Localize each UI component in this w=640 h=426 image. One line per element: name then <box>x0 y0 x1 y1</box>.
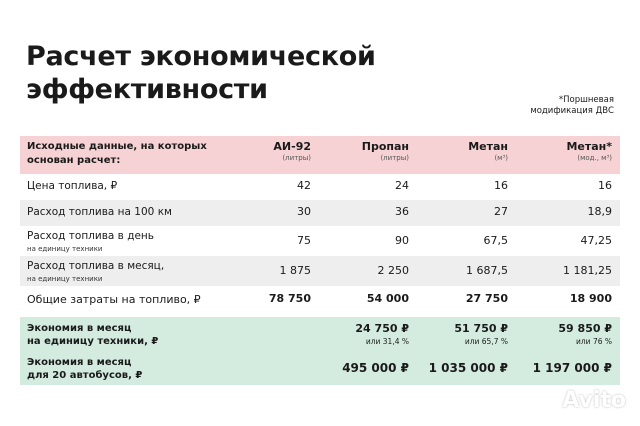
row-label: Общие затраты на топливо, ₽ <box>27 293 201 306</box>
savings-percent: или 65,7 % <box>464 337 508 346</box>
savings-cell <box>355 322 409 346</box>
title-line-2: эффективности <box>26 74 268 105</box>
cell-value: 1 875 <box>279 264 311 277</box>
cell-value: 1 687,5 <box>466 264 508 277</box>
savings-amount: 59 850 ₽ <box>558 322 612 335</box>
table-header-row <box>20 136 620 174</box>
cell-value: 24 <box>395 179 409 192</box>
column-header-ai92 <box>273 140 311 163</box>
column-header-methane <box>468 140 508 163</box>
savings-row-per-unit <box>20 317 620 353</box>
row-label-sub: на единицу техники <box>27 275 103 283</box>
savings-amount: 24 750 ₽ <box>355 322 409 335</box>
table-row <box>20 174 620 200</box>
header-label <box>27 140 227 168</box>
page-title <box>26 40 376 106</box>
savings-percent: или 31,4 % <box>365 337 409 346</box>
avito-watermark <box>528 386 626 414</box>
row-label-line-1: Экономия в месяц <box>27 357 132 368</box>
savings-amount: 51 750 ₽ <box>454 322 508 335</box>
header-label-line-1: Исходные данные, на которых <box>27 141 207 152</box>
column-header-propane <box>362 140 409 163</box>
row-label-main: Расход топлива в день <box>27 230 154 242</box>
table-row <box>20 200 620 226</box>
column-name: АИ-92 <box>273 140 311 153</box>
cell-value: 67,5 <box>483 234 508 247</box>
savings-row-fleet <box>20 353 620 385</box>
row-label <box>27 260 164 285</box>
row-label <box>27 356 142 382</box>
savings-cell <box>454 322 508 346</box>
table-row <box>20 226 620 256</box>
column-unit: (м³) <box>494 154 508 162</box>
cell-value: 18,9 <box>587 205 612 218</box>
savings-cell <box>558 322 612 346</box>
column-header-methane-mod <box>566 140 612 163</box>
column-unit: (литры) <box>282 154 311 162</box>
row-label-sub: на единицу техники <box>27 245 103 253</box>
row-label-line-2: для 20 автобусов, ₽ <box>27 370 143 381</box>
column-unit: (литры) <box>380 154 409 162</box>
cell-value: 54 000 <box>366 292 409 305</box>
cell-value: 2 250 <box>377 264 409 277</box>
cell-value: 75 <box>297 234 311 247</box>
row-label <box>27 322 158 348</box>
savings-percent: или 76 % <box>576 337 612 346</box>
cell-value: 16 <box>598 179 612 192</box>
watermark-text: Avito <box>562 387 626 413</box>
footnote: *Поршневая модификация ДВС <box>530 95 614 116</box>
row-label <box>27 230 154 255</box>
column-unit: (мод., м³) <box>577 154 612 162</box>
cell-value: 90 <box>395 234 409 247</box>
savings-amount: 1 035 000 ₽ <box>428 361 508 375</box>
cell-value: 47,25 <box>580 234 612 247</box>
row-label: Цена топлива, ₽ <box>27 180 118 192</box>
cell-value: 30 <box>297 205 311 218</box>
avito-logo-icon <box>528 386 558 414</box>
cell-value: 42 <box>297 179 311 192</box>
title-line-1: Расчет экономической <box>26 41 376 72</box>
cell-value: 78 750 <box>268 292 311 305</box>
cell-value: 27 <box>494 205 508 218</box>
savings-amount: 495 000 ₽ <box>342 361 409 375</box>
header-label-line-2: основан расчет: <box>27 155 121 166</box>
column-name: Пропан <box>361 140 409 153</box>
cell-value: 1 181,25 <box>563 264 612 277</box>
cell-value: 18 900 <box>569 292 612 305</box>
row-label-line-1: Экономия в месяц <box>27 323 132 334</box>
column-name: Метан <box>468 140 508 153</box>
row-label: Расход топлива на 100 км <box>27 206 172 218</box>
table-row <box>20 286 620 312</box>
table-row <box>20 256 620 286</box>
cell-value: 16 <box>494 179 508 192</box>
cell-value: 27 750 <box>465 292 508 305</box>
cell-value: 36 <box>395 205 409 218</box>
savings-amount: 1 197 000 ₽ <box>532 361 612 375</box>
row-label-line-2: на единицу техники, ₽ <box>27 336 159 347</box>
column-name: Метан* <box>566 140 612 153</box>
row-label-main: Расход топлива в месяц, <box>27 260 165 272</box>
